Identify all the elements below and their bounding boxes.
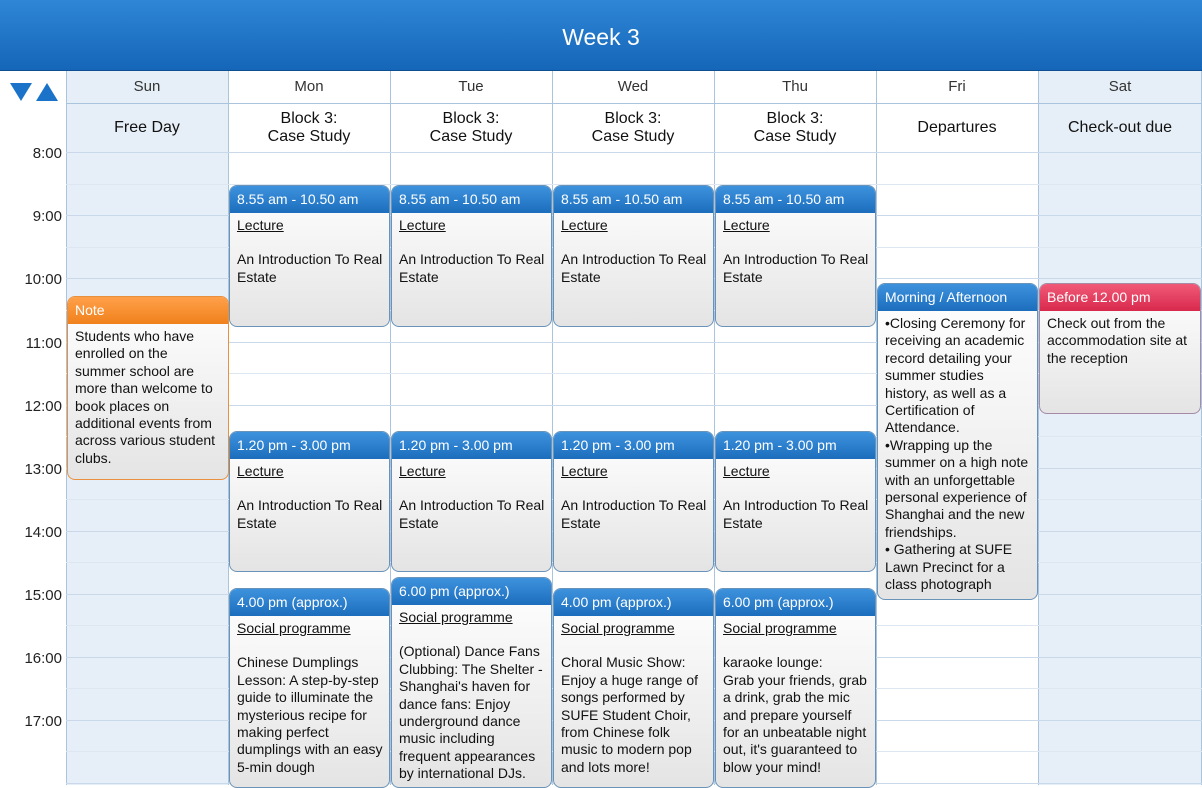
event-header: 8.55 am - 10.50 am [392, 186, 551, 213]
event-type-link[interactable]: Lecture [399, 217, 446, 233]
event-type-link[interactable]: Social programme [399, 609, 513, 625]
day-header-wed[interactable]: Wed [552, 71, 714, 104]
all-day-sat[interactable]: Check-out due [1038, 104, 1202, 153]
event-header: 8.55 am - 10.50 am [716, 186, 875, 213]
event-header: 1.20 pm - 3.00 pm [554, 432, 713, 459]
event-social-mon[interactable] [229, 588, 390, 788]
time-label: 8:00 [32, 145, 62, 162]
time-label: 11:00 [25, 335, 62, 352]
all-day-mon[interactable]: Block 3: Case Study [228, 104, 390, 153]
event-description: Students who have enrolled on the summer school are more than welcome to book places on additional events from across various student clubs. [75, 328, 216, 466]
all-day-sun[interactable]: Free Day [66, 104, 228, 153]
time-label: 14:00 [24, 524, 62, 541]
event-type-link[interactable]: Lecture [561, 463, 608, 479]
day-header-sun[interactable]: Sun [66, 71, 228, 104]
day-header-thu[interactable]: Thu [714, 71, 876, 104]
event-type-link[interactable]: Social programme [237, 620, 351, 636]
event-header: 6.00 pm (approx.) [392, 578, 551, 605]
day-header-fri[interactable]: Fri [876, 71, 1038, 104]
event-checkout-sat[interactable] [1039, 283, 1201, 414]
event-departures-fri[interactable] [877, 283, 1038, 600]
event-description: (Optional) Dance Fans Clubbing: The Shelter - Shanghai's haven for dance fans: Enjoy underground dance music including frequent appearances by international DJs. [399, 643, 543, 782]
week-navigation [8, 83, 64, 103]
event-description: An Introduction To Real Estate [561, 251, 707, 285]
event-header: 1.20 pm - 3.00 pm [716, 432, 875, 459]
event-social-thu[interactable] [715, 588, 876, 788]
event-header: 8.55 am - 10.50 am [554, 186, 713, 213]
triangle-up-icon[interactable] [36, 83, 58, 101]
event-lecture-thu-pm[interactable] [715, 431, 876, 572]
event-lecture-thu-am[interactable] [715, 185, 876, 327]
event-social-tue[interactable] [391, 577, 552, 788]
event-type-link[interactable]: Lecture [561, 217, 608, 233]
event-header: 1.20 pm - 3.00 pm [230, 432, 389, 459]
event-type-link[interactable]: Lecture [723, 217, 770, 233]
week-header [0, 0, 1202, 71]
time-label: 16:00 [24, 650, 62, 667]
day-header-tue[interactable]: Tue [390, 71, 552, 104]
event-lecture-tue-pm[interactable] [391, 431, 552, 572]
all-day-wed[interactable]: Block 3: Case Study [552, 104, 714, 153]
event-header: Before 12.00 pm [1040, 284, 1200, 311]
event-description: Choral Music Show: Enjoy a huge range of songs performed by SUFE Student Choir, from Chinese folk music to modern pop and lots more! [561, 654, 698, 775]
event-header: Morning / Afternoon [878, 284, 1037, 311]
event-header: 1.20 pm - 3.00 pm [392, 432, 551, 459]
event-lecture-tue-am[interactable] [391, 185, 552, 327]
event-type-link[interactable]: Lecture [237, 217, 284, 233]
event-description: An Introduction To Real Estate [723, 251, 869, 285]
event-description: •Closing Ceremony for receiving an academic record detailing your summer studies history, as well as a Certification of Attendance. •Wrapping up the summer on a high note with an unforgettable personal experience of Shanghai and the new friendships. • Gathering at SUFE Lawn Precinct for a class photograph [885, 315, 1029, 593]
time-label: 10:00 [24, 271, 62, 288]
event-description: Check out from the accommodation site at the reception [1047, 315, 1188, 366]
event-type-link[interactable]: Lecture [237, 463, 284, 479]
triangle-down-icon[interactable] [10, 83, 32, 101]
event-lecture-wed-pm[interactable] [553, 431, 714, 572]
event-description: karaoke lounge: Grab your friends, grab a drink, grab the mic and prepare yourself for an unbeatable night out, it's guaranteed to blow your mind! [723, 654, 867, 775]
event-description: An Introduction To Real Estate [723, 497, 869, 531]
event-header: 8.55 am - 10.50 am [230, 186, 389, 213]
grid-line [66, 152, 1202, 153]
event-description: An Introduction To Real Estate [237, 497, 383, 531]
event-header: 6.00 pm (approx.) [716, 589, 875, 616]
event-lecture-mon-pm[interactable] [229, 431, 390, 572]
event-lecture-mon-am[interactable] [229, 185, 390, 327]
event-type-link[interactable]: Lecture [399, 463, 446, 479]
event-social-wed[interactable] [553, 588, 714, 788]
event-note-sun[interactable] [67, 296, 229, 480]
all-day-tue[interactable]: Block 3: Case Study [390, 104, 552, 153]
week-title: Week 3 [562, 24, 640, 50]
time-label: 9:00 [32, 208, 62, 225]
event-type-link[interactable]: Social programme [561, 620, 675, 636]
day-header-sat[interactable]: Sat [1038, 71, 1202, 104]
event-description: An Introduction To Real Estate [399, 251, 545, 285]
time-label: 12:00 [24, 398, 62, 415]
time-label: 13:00 [24, 461, 62, 478]
time-label: 17:00 [24, 713, 62, 730]
day-header-mon[interactable]: Mon [228, 71, 390, 104]
event-description: An Introduction To Real Estate [237, 251, 383, 285]
event-header: Note [68, 297, 228, 324]
event-type-link[interactable]: Social programme [723, 620, 837, 636]
event-description: Chinese Dumplings Lesson: A step-by-step guide to illuminate the mysterious recipe for making perfect dumplings with an easy 5-min dough [237, 654, 383, 775]
all-day-thu[interactable]: Block 3: Case Study [714, 104, 876, 153]
event-description: An Introduction To Real Estate [561, 497, 707, 531]
day-column-sat [1038, 71, 1202, 785]
event-description: An Introduction To Real Estate [399, 497, 545, 531]
time-label: 15:00 [24, 587, 62, 604]
event-header: 4.00 pm (approx.) [554, 589, 713, 616]
event-type-link[interactable]: Lecture [723, 463, 770, 479]
event-header: 4.00 pm (approx.) [230, 589, 389, 616]
event-lecture-wed-am[interactable] [553, 185, 714, 327]
all-day-fri[interactable]: Departures [876, 104, 1038, 153]
